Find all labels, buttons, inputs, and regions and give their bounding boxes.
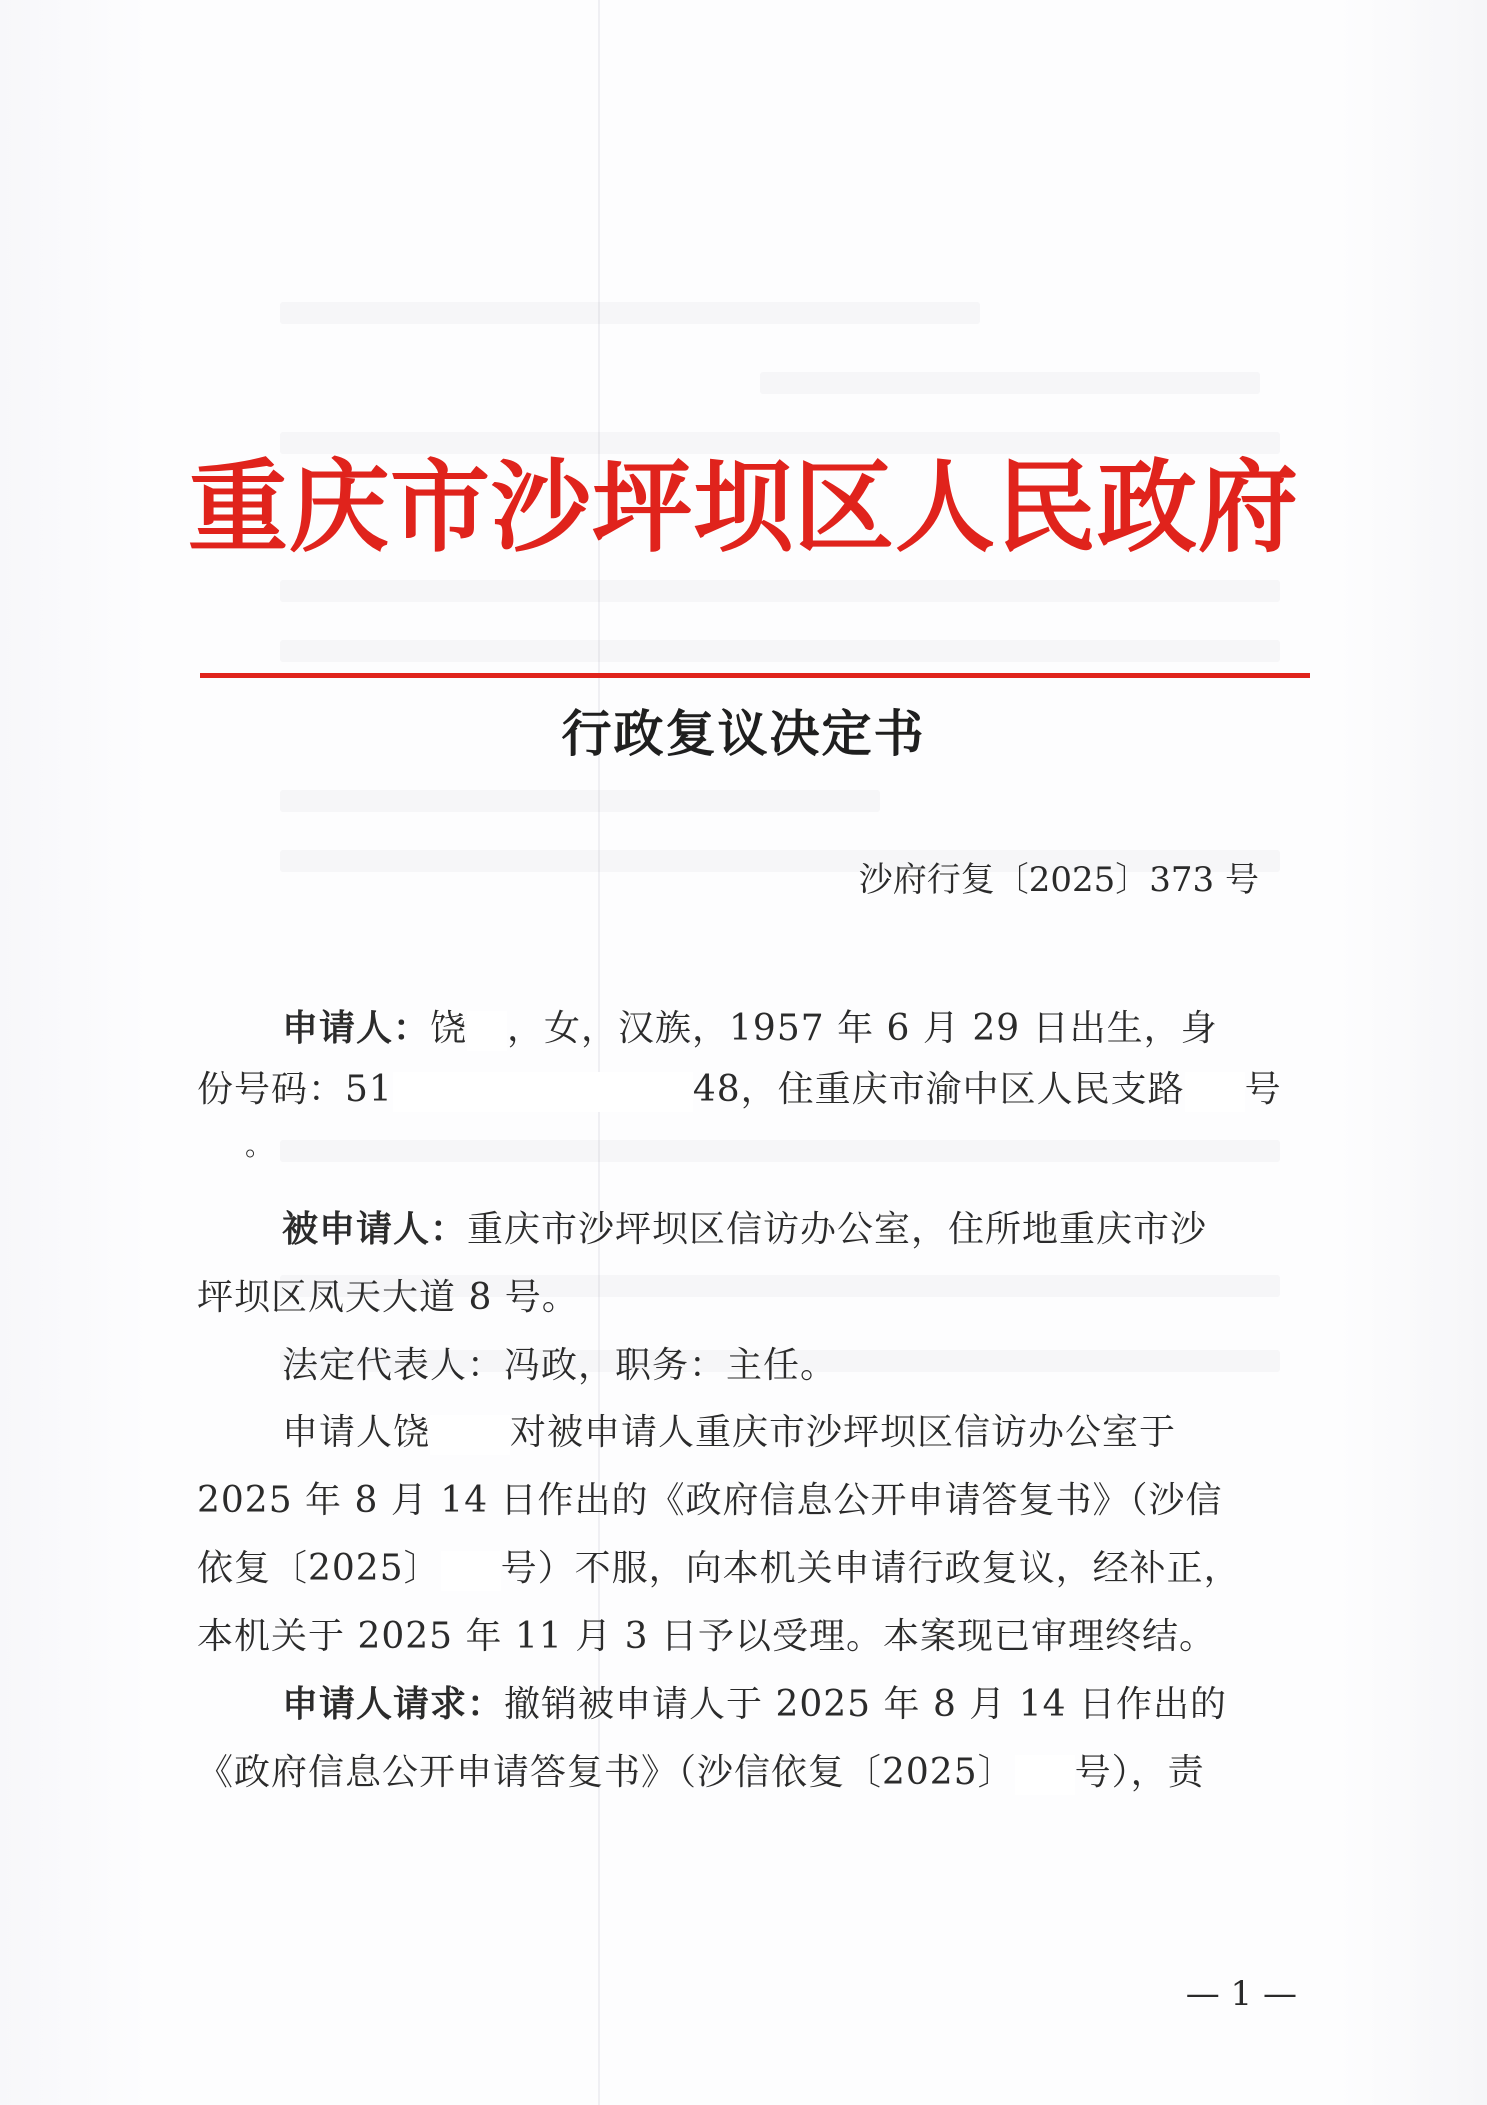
redaction-block bbox=[467, 1011, 507, 1051]
request-line-2 bbox=[197, 1745, 1205, 1801]
letterhead-red-rule bbox=[200, 673, 1310, 678]
applicant-name: 饶 bbox=[430, 1008, 468, 1049]
narrative-applicant: 申请人饶 bbox=[282, 1412, 431, 1453]
respondent-line-1 bbox=[282, 1202, 1207, 1258]
request-text: 撤销被申请人于 2025 年 8 月 14 日作出的 bbox=[504, 1684, 1228, 1725]
applicant-line-2 bbox=[197, 1062, 1282, 1118]
applicant-details: ，女，汉族，1957 年 6 月 29 日出生，身 bbox=[507, 1008, 1218, 1049]
redaction-block bbox=[393, 1072, 693, 1112]
respondent-line-2: 坪坝区凤天大道 8 号。 bbox=[197, 1277, 579, 1318]
narrative-line-4: 本机关于 2025 年 11 月 3 日予以受理。本案现已审理终结。 bbox=[197, 1616, 1216, 1657]
respondent-label: 被申请人： bbox=[282, 1209, 468, 1250]
applicant-label: 申请人： bbox=[282, 1008, 431, 1049]
narrative-text: 对被申请人重庆市沙坪坝区信访办公室于 bbox=[510, 1412, 1177, 1453]
narrative-ref: 依复〔2025〕 bbox=[197, 1548, 441, 1589]
show-through-text bbox=[280, 580, 1280, 602]
applicant-line-3: 。 bbox=[245, 1129, 275, 1162]
show-through-text bbox=[280, 1140, 1280, 1162]
applicant-id-suffix-address: 48，住重庆市渝中区人民支路 bbox=[692, 1069, 1185, 1110]
document-number: 沙府行复〔2025〕373 号 bbox=[858, 860, 1259, 900]
show-through-text bbox=[280, 640, 1280, 662]
applicant-address-end: 号 bbox=[1244, 1069, 1282, 1110]
narrative-text: 号）不服，向本机关申请行政复议，经补正， bbox=[500, 1548, 1241, 1589]
redaction-block bbox=[441, 1551, 501, 1591]
request-line-1 bbox=[282, 1677, 1227, 1733]
document-title: 行政复议决定书 bbox=[561, 705, 926, 763]
letterhead-org-name: 重庆市沙坪坝区人民政府 bbox=[188, 449, 1299, 566]
show-through-text bbox=[760, 372, 1260, 394]
show-through-text bbox=[280, 790, 880, 812]
narrative-line-1 bbox=[282, 1405, 1176, 1461]
narrative-line-3 bbox=[197, 1541, 1241, 1597]
narrative-line-2: 2025 年 8 月 14 日作出的《政府信息公开申请答复书》（沙信 bbox=[197, 1480, 1223, 1521]
redaction-block bbox=[1185, 1072, 1245, 1112]
show-through-text bbox=[280, 302, 980, 324]
redaction-block bbox=[1015, 1755, 1075, 1795]
request-label: 申请人请求： bbox=[282, 1684, 505, 1725]
applicant-id-prefix: 份号码：51 bbox=[197, 1069, 393, 1110]
request-text: 号），责 bbox=[1074, 1752, 1205, 1793]
legal-representative: 法定代表人：冯政，职务：主任。 bbox=[282, 1345, 838, 1386]
page-number: — 1 — bbox=[1185, 1974, 1297, 2014]
respondent-text: 重庆市沙坪坝区信访办公室，住所地重庆市沙 bbox=[467, 1209, 1208, 1250]
request-text: 《政府信息公开申请答复书》（沙信依复〔2025〕 bbox=[197, 1752, 1015, 1793]
applicant-line-1 bbox=[282, 1001, 1218, 1057]
redaction-block bbox=[430, 1415, 510, 1455]
